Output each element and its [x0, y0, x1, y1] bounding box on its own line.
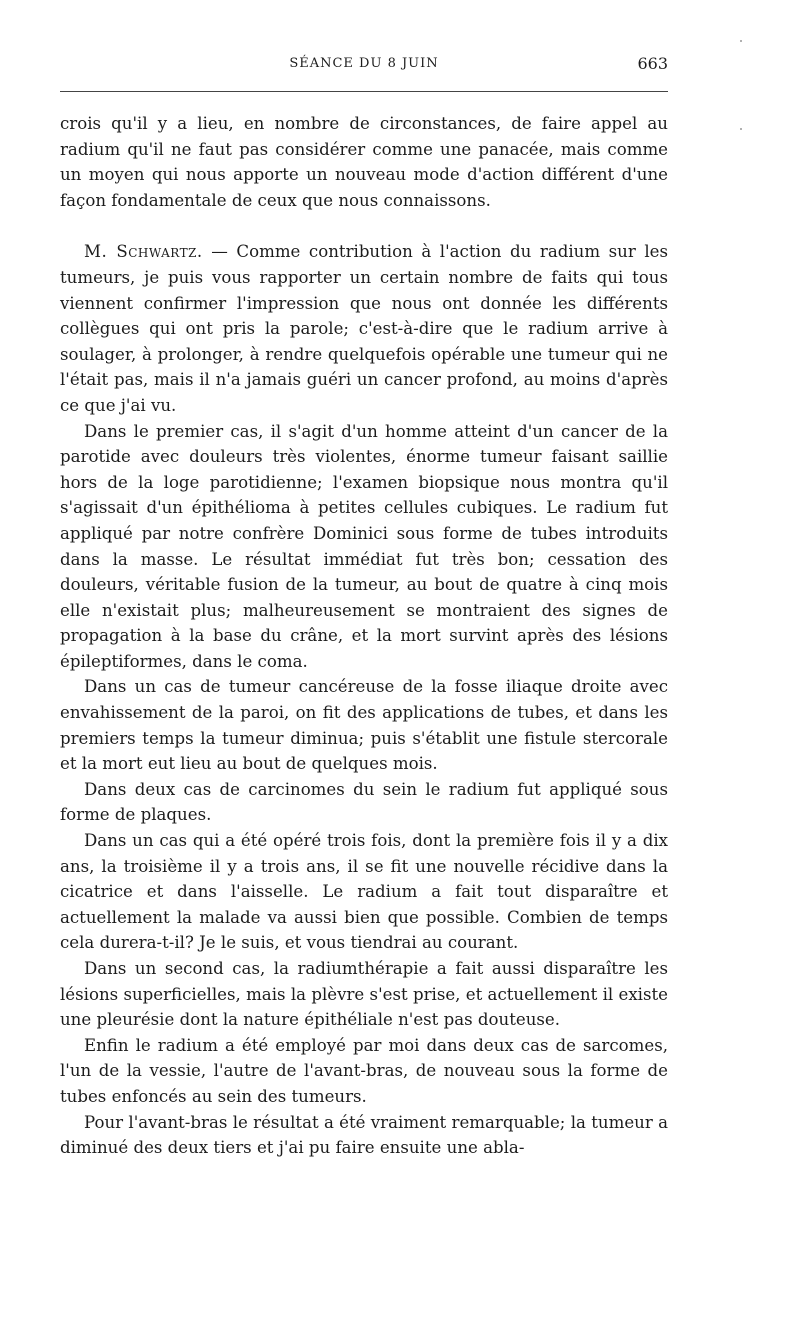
page-number: 663 [637, 54, 668, 73]
paper-speck [740, 40, 742, 42]
paragraph: crois qu'il y a lieu, en nombre de circonstances, de faire appel au radium qu'il ne faut pas considérer comme une panacée, mais comme un moyen qui nous apporte un nouveau mode d'action différent d'une façon fondamentale de ceux que nous connaissons. [60, 114, 668, 210]
paper-speck [740, 128, 742, 130]
paragraph: Dans deux cas de carcinomes du sein le radium fut appliqué sous forme de plaques. [60, 779, 668, 825]
header-rule [60, 91, 668, 92]
section-gap [60, 213, 668, 239]
paragraph: Dans un second cas, la radiumthérapie a fait aussi disparaître les lésions superficielles, mais la plèvre s'est prise, et actuellement il existe une pleurésie dont la nature épithéliale n'est pas douteuse. [60, 959, 668, 1030]
paragraph: Dans un cas de tumeur cancéreuse de la fosse iliaque droite avec envahissement de la paroi, on fit des applications de tubes, et dans les premiers temps la tumeur diminua; puis s'établit une fistule stercorale et la mort eut lieu au bout de quelques mois. [60, 677, 668, 774]
paragraph-text: — Comme contribution à l'action du radium sur les tumeurs, je puis vous rapporter un certain nombre de faits qui tous viennent confirmer l'impression que nous ont donnée les différents collègues qui ont pris la parole; c'est-à-dire que le radium arrive à soulager, à prolonger, à rendre quelquefois opérable une tumeur qui ne l'était pas, mais il n'a jamais guéri un cancer profond, au moins d'après ce que j'ai vu. [60, 242, 668, 415]
paragraph: Pour l'avant-bras le résultat a été vraiment remarquable; la tumeur a diminué des deux tiers et j'ai pu faire ensuite une abla- [60, 1112, 668, 1158]
header-title: SÉANCE DU 8 JUIN [289, 56, 439, 71]
body-text [60, 111, 668, 1161]
paragraph: Dans un cas qui a été opéré trois fois, dont la première fois il y a dix ans, la troisième il y a trois ans, il se fit une nouvelle récidive dans la cicatrice et dans l'aisselle. Le radium a fait tout disparaître et actuellement la malade va aussi bien que possible. Combien de temps cela durera-t-il? Je le suis, et vous tiendrai au courant. [60, 831, 668, 953]
paragraph-speaker [60, 239, 668, 418]
running-header [60, 52, 668, 76]
paragraph: Enfin le radium a été employé par moi dans deux cas de sarcomes, l'un de la vessie, l'autre de l'avant-bras, de nouveau sous la forme de tubes enfoncés au sein des tumeurs. [60, 1035, 668, 1106]
speaker-name: M. Schwartz. [84, 242, 203, 262]
paragraph: Dans le premier cas, il s'agit d'un homme atteint d'un cancer de la parotide avec douleurs très violentes, énorme tumeur faisant saillie hors de la loge parotidienne; l'examen biopsique nous montra qu'il s'agissait d'un épithélioma à petites cellules cubiques. Le radium fut appliqué par notre confrère Dominici sous forme de tubes introduits dans la masse. Le résultat immédiat fut très bon; cessation des douleurs, véritable fusion de la tumeur, au bout de quatre à cinq mois elle n'existait plus; malheureusement se montraient des signes de propagation à la base du crâne, et la mort survint après des lésions épileptiformes, dans le coma. [60, 421, 668, 671]
